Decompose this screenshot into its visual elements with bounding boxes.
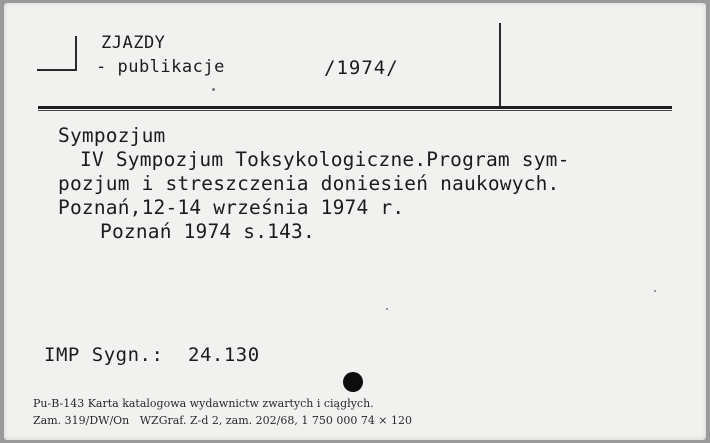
paper-speck bbox=[212, 88, 215, 91]
entry-imprint: Poznań 1974 s.143. bbox=[100, 220, 315, 243]
paper-speck bbox=[386, 308, 388, 310]
subject-subheading: - publikacje bbox=[96, 57, 225, 77]
catalog-card bbox=[4, 3, 706, 440]
entry-title-line-1: IV Sympozjum Toksykologiczne.Program sym- bbox=[80, 148, 570, 171]
signature-value: 24.130 bbox=[188, 344, 260, 366]
entry-category: Sympozjum bbox=[58, 124, 166, 147]
footer-form-line-2: Zam. 319/DW/On WZGraf. Z-d 2, zam. 202/68, 1 750 000 74 × 120 bbox=[33, 414, 413, 427]
header-right-vertical-rule bbox=[499, 23, 501, 107]
header-left-vertical-rule bbox=[75, 36, 77, 70]
footer-form-line-1: Pu-B-143 Karta katalogowa wydawnictw zwartych i ciągłych. bbox=[33, 397, 374, 410]
entry-title-line-3: Poznań,12-14 września 1974 r. bbox=[58, 196, 405, 219]
subject-year: /1974/ bbox=[324, 57, 399, 79]
entry-title-line-2: pozjum i streszczenia doniesień naukowych. bbox=[58, 172, 560, 195]
header-left-horizontal-rule bbox=[37, 69, 77, 71]
header-divider-thick bbox=[38, 106, 672, 109]
header-divider-thin bbox=[38, 110, 672, 111]
subject-heading: ZJAZDY bbox=[101, 33, 166, 53]
paper-speck bbox=[654, 290, 656, 292]
signature-label: IMP Sygn.: bbox=[44, 344, 164, 366]
card-punch-hole bbox=[343, 372, 363, 392]
